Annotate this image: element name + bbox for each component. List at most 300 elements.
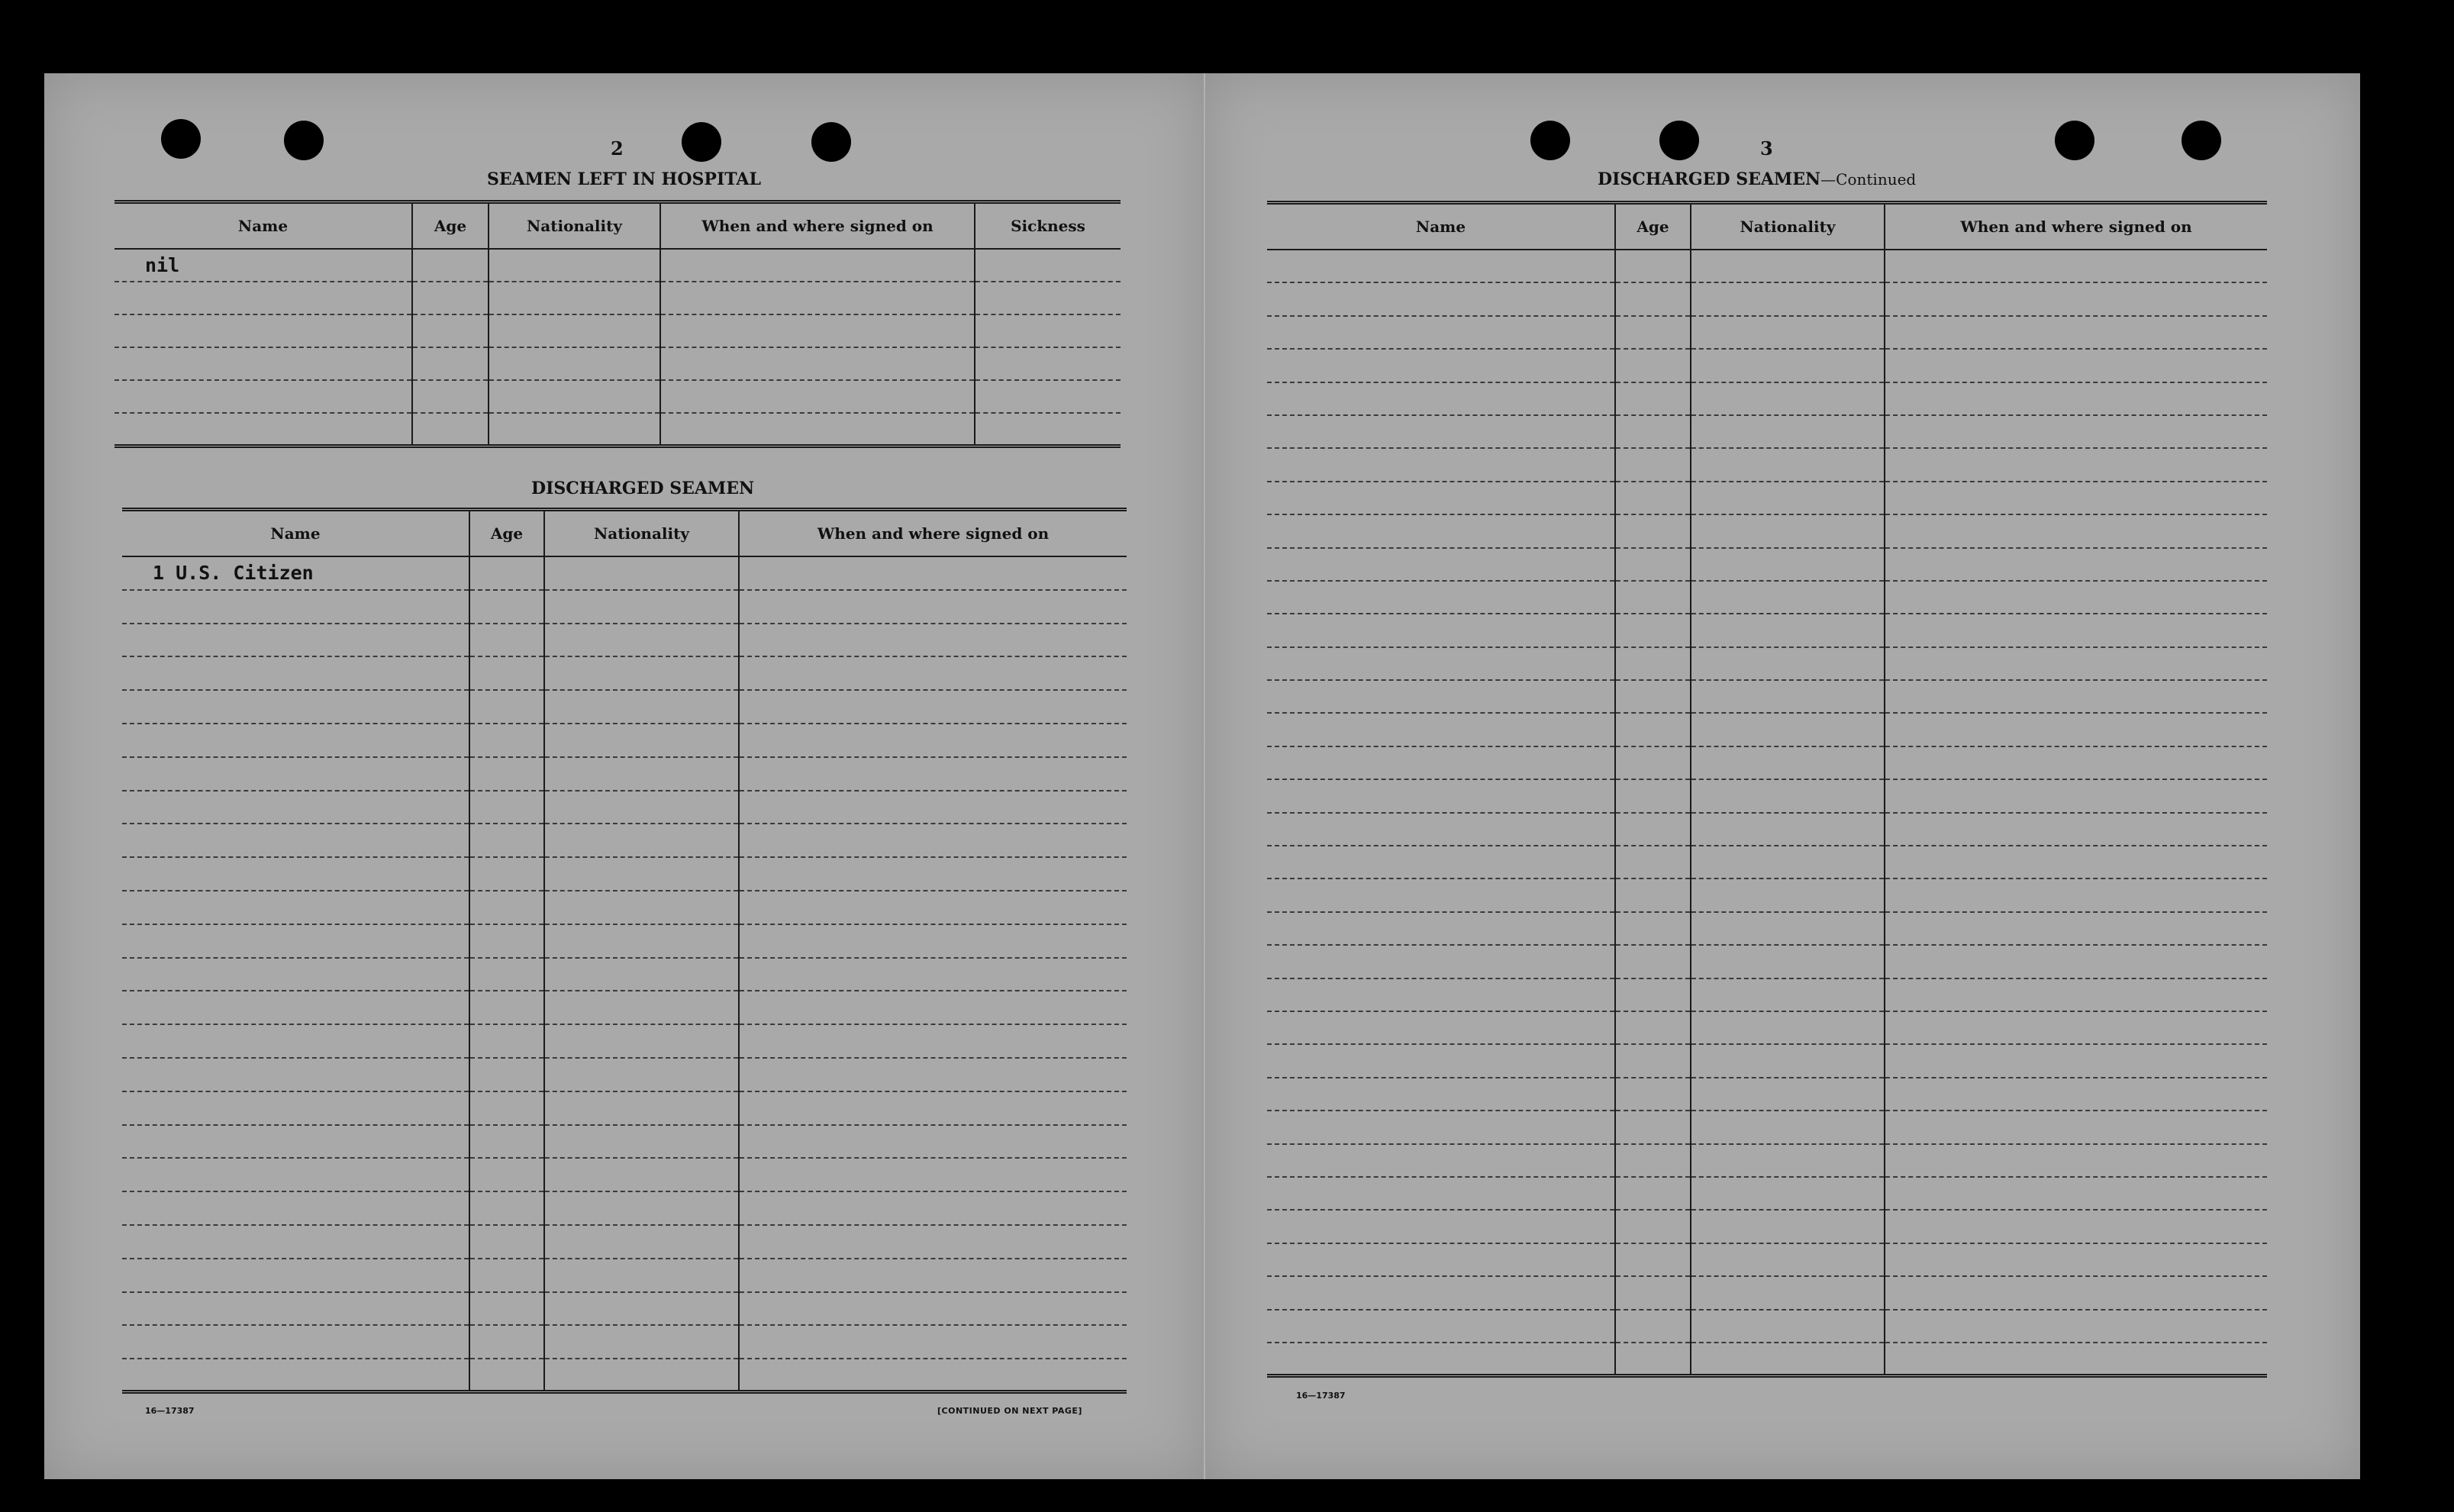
table-cell (1885, 1011, 2267, 1044)
table-cell (1885, 548, 2267, 581)
table-cell (739, 958, 1127, 991)
table-row (1267, 581, 2267, 614)
table-cell (1615, 581, 1691, 614)
table-row (1267, 647, 2267, 680)
table-cell (660, 380, 975, 413)
table-row (122, 791, 1127, 824)
table-cell (469, 1325, 544, 1359)
table-row (1267, 1210, 2267, 1243)
table-cell (1267, 912, 1615, 945)
table-cell (739, 1225, 1127, 1259)
table-cell (1885, 647, 2267, 680)
hospital-table (114, 200, 1121, 448)
table-cell (1885, 1078, 2267, 1111)
table-cell (544, 1325, 739, 1359)
table-cell (1691, 978, 1885, 1011)
table-cell (1691, 282, 1885, 315)
table-cell (544, 556, 739, 590)
column-header: Age (412, 202, 489, 250)
table-cell (544, 1225, 739, 1259)
table-row (122, 1158, 1127, 1191)
table-cell (739, 1158, 1127, 1191)
table-row (1267, 448, 2267, 481)
punch-hole-icon (2055, 121, 2094, 160)
table-row (1267, 1243, 2267, 1276)
table-cell (1615, 1078, 1691, 1111)
table-cell (122, 1191, 469, 1225)
table-row (1267, 813, 2267, 846)
table-cell (1885, 1210, 2267, 1243)
table-cell (544, 724, 739, 757)
table-cell (1615, 1144, 1691, 1177)
continued-note: [CONTINUED ON NEXT PAGE] (937, 1406, 1082, 1416)
table-cell (1615, 1011, 1691, 1044)
table-row (1267, 1078, 2267, 1111)
table-cell (1885, 482, 2267, 514)
table-cell (114, 347, 412, 380)
table-cell (739, 590, 1127, 624)
table-cell (1691, 1276, 1885, 1309)
punch-hole-icon (811, 122, 851, 162)
table-cell (544, 590, 739, 624)
table-cell (1267, 779, 1615, 812)
table-cell (1615, 1111, 1691, 1143)
table-cell (1615, 282, 1691, 315)
table-cell (1267, 1044, 1615, 1077)
table-cell (1691, 1078, 1885, 1111)
table-cell (1885, 349, 2267, 382)
table-cell (1615, 879, 1691, 911)
table-cell (1691, 746, 1885, 779)
table-row (1267, 1276, 2267, 1309)
table-cell (1267, 1011, 1615, 1044)
table-cell (739, 824, 1127, 857)
table-cell (1691, 349, 1885, 382)
table-cell (412, 282, 489, 314)
table-cell (1615, 813, 1691, 846)
table-cell (122, 791, 469, 824)
table-cell (1691, 713, 1885, 746)
table-cell (1885, 1177, 2267, 1210)
table-cell (412, 413, 489, 446)
table-cell (122, 656, 469, 690)
table-cell (1267, 879, 1615, 911)
table-row (114, 282, 1121, 314)
table-cell (469, 958, 544, 991)
table-cell (469, 1359, 544, 1392)
column-header: Nationality (1691, 203, 1885, 250)
table-cell (1615, 448, 1691, 481)
table-cell (1885, 1243, 2267, 1276)
table-cell (469, 656, 544, 690)
table-row (1267, 912, 2267, 945)
table-row (1267, 1310, 2267, 1343)
table-cell (469, 757, 544, 791)
table-row (1267, 1111, 2267, 1143)
table-cell (1267, 978, 1615, 1011)
table-cell (660, 413, 975, 446)
table-cell (469, 624, 544, 657)
table-row (1267, 680, 2267, 713)
table-row (122, 590, 1127, 624)
table-cell (1885, 746, 2267, 779)
table-row (122, 656, 1127, 690)
table-cell (739, 1091, 1127, 1125)
table-row (1267, 514, 2267, 547)
table-cell (469, 590, 544, 624)
section-title-text: DISCHARGED SEAMEN (1598, 169, 1821, 189)
table-cell (122, 1325, 469, 1359)
table-cell (469, 1125, 544, 1159)
table-cell (975, 380, 1121, 413)
table-cell (1615, 514, 1691, 547)
table-row (122, 556, 1127, 590)
table-cell (739, 556, 1127, 590)
page-number: 3 (1760, 137, 1773, 160)
column-header: Name (1267, 203, 1615, 250)
table-cell (544, 1292, 739, 1326)
table-cell (1615, 316, 1691, 349)
table-cell (1615, 1044, 1691, 1077)
table-cell (1885, 945, 2267, 978)
table-cell (1691, 879, 1885, 911)
column-header: Age (1615, 203, 1691, 250)
table-cell (1267, 1177, 1615, 1210)
table-row (1267, 1011, 2267, 1044)
table-cell (1267, 614, 1615, 646)
table-cell (122, 924, 469, 958)
table-cell (1615, 713, 1691, 746)
table-row (1267, 382, 2267, 415)
column-header: Name (122, 510, 469, 557)
table-cell (1615, 647, 1691, 680)
table-cell (1615, 382, 1691, 415)
table-cell (122, 1259, 469, 1292)
table-cell (1267, 945, 1615, 978)
table-row (1267, 282, 2267, 315)
table-cell (1615, 746, 1691, 779)
table-cell (1885, 1111, 2267, 1143)
table-row (1267, 978, 2267, 1011)
table-cell (412, 380, 489, 413)
table-cell (739, 1058, 1127, 1091)
table-cell (1691, 846, 1885, 879)
table-cell (122, 757, 469, 791)
table-cell (122, 958, 469, 991)
table-row (114, 347, 1121, 380)
discharged-continued-table (1267, 201, 2267, 1378)
table-cell (122, 1292, 469, 1326)
table-cell (1615, 349, 1691, 382)
section-title-suffix: —Continued (1820, 170, 1917, 189)
table-cell (1691, 1210, 1885, 1243)
table-cell (412, 249, 489, 282)
table-cell (122, 1158, 469, 1191)
table-row (1267, 250, 2267, 282)
table-cell (1615, 1276, 1691, 1309)
table-cell (1615, 482, 1691, 514)
table-row (122, 958, 1127, 991)
table-cell (489, 347, 660, 380)
table-cell (739, 1191, 1127, 1225)
table-cell (1885, 713, 2267, 746)
table-cell (469, 991, 544, 1024)
table-cell (1885, 779, 2267, 812)
form-number: 16—17387 (1296, 1391, 1346, 1401)
table-row (122, 1325, 1127, 1359)
table-cell (122, 991, 469, 1024)
table-cell (122, 891, 469, 924)
table-cell (1691, 1177, 1885, 1210)
table-cell (1885, 382, 2267, 415)
table-cell (544, 1058, 739, 1091)
table-cell (1691, 415, 1885, 448)
table-cell (739, 1125, 1127, 1159)
table-cell (544, 857, 739, 891)
table-cell (1615, 1343, 1691, 1375)
table-cell (469, 1259, 544, 1292)
table-row (122, 1058, 1127, 1091)
table-cell (1691, 482, 1885, 514)
table-cell (1267, 1243, 1615, 1276)
table-cell (1691, 514, 1885, 547)
table-cell (660, 314, 975, 347)
table-cell (1267, 415, 1615, 448)
table-cell (1267, 1078, 1615, 1111)
table-row (1267, 779, 2267, 812)
table-header-row (122, 510, 1127, 557)
table-cell (122, 690, 469, 724)
table-cell (739, 1024, 1127, 1058)
discharged-section-title: DISCHARGED SEAMEN (531, 479, 755, 498)
table-cell (469, 556, 544, 590)
column-header: When and where signed on (739, 510, 1127, 557)
table-cell (544, 1024, 739, 1058)
table-cell (1615, 1177, 1691, 1210)
table-cell (544, 1259, 739, 1292)
table-cell (1691, 1011, 1885, 1044)
table-row (122, 824, 1127, 857)
table-cell (1885, 1144, 2267, 1177)
table-cell (1691, 1044, 1885, 1077)
table-row (122, 1191, 1127, 1225)
table-cell (1691, 779, 1885, 812)
table-cell (1615, 846, 1691, 879)
table-cell (1885, 879, 2267, 911)
table-row (122, 891, 1127, 924)
table-row (122, 1292, 1127, 1326)
table-cell (1885, 680, 2267, 713)
table-cell (544, 624, 739, 657)
table-row (122, 757, 1127, 791)
table-cell (1267, 1111, 1615, 1143)
table-cell (1885, 813, 2267, 846)
table-cell (412, 314, 489, 347)
table-cell (975, 314, 1121, 347)
table-cell (1267, 647, 1615, 680)
table-cell (1885, 514, 2267, 547)
table-cell (1885, 282, 2267, 315)
table-cell (1267, 1144, 1615, 1177)
table-cell (122, 724, 469, 757)
table-cell (122, 1091, 469, 1125)
table-cell (1267, 482, 1615, 514)
table-cell (122, 1125, 469, 1159)
table-cell (1885, 846, 2267, 879)
table-row (1267, 1044, 2267, 1077)
table-cell (1615, 779, 1691, 812)
table-cell (489, 282, 660, 314)
table-row (122, 1125, 1127, 1159)
table-cell (1267, 1343, 1615, 1375)
table-cell (739, 1359, 1127, 1392)
table-cell (469, 1058, 544, 1091)
table-cell (1691, 680, 1885, 713)
table-row (114, 380, 1121, 413)
table-row (122, 1091, 1127, 1125)
column-header: Sickness (975, 202, 1121, 250)
table-cell (739, 791, 1127, 824)
table-cell (975, 282, 1121, 314)
table-cell (1691, 614, 1885, 646)
table-cell (1267, 1276, 1615, 1309)
table-cell (1615, 614, 1691, 646)
table-cell (739, 1292, 1127, 1326)
discharged-continued-section-title (1598, 169, 1916, 189)
table-row (1267, 548, 2267, 581)
table-row (1267, 1177, 2267, 1210)
table-row (114, 314, 1121, 347)
table-cell (1885, 581, 2267, 614)
table-cell (1267, 382, 1615, 415)
table-cell (660, 347, 975, 380)
table-cell (1615, 1310, 1691, 1343)
table-cell (1885, 614, 2267, 646)
table-cell (1615, 548, 1691, 581)
table-cell (544, 824, 739, 857)
table-row (122, 1359, 1127, 1392)
table-row (1267, 713, 2267, 746)
table-cell (1885, 1310, 2267, 1343)
table-cell (1267, 316, 1615, 349)
table-cell (1267, 250, 1615, 282)
table-cell (1691, 1243, 1885, 1276)
table-cell (1267, 548, 1615, 581)
discharged-table (122, 508, 1127, 1394)
table-cell (975, 249, 1121, 282)
table-cell (739, 1259, 1127, 1292)
table-cell (469, 724, 544, 757)
table-cell (1615, 912, 1691, 945)
table-cell (1267, 680, 1615, 713)
punch-hole-icon (284, 121, 324, 160)
table-cell (739, 924, 1127, 958)
table-cell (1267, 846, 1615, 879)
table-cell (122, 624, 469, 657)
table-cell (1885, 1276, 2267, 1309)
table-row (122, 690, 1127, 724)
table-cell (1885, 316, 2267, 349)
table-cell (1691, 912, 1885, 945)
table-cell (739, 991, 1127, 1024)
table-cell (489, 249, 660, 282)
table-cell (114, 413, 412, 446)
table-cell (1691, 1111, 1885, 1143)
table-cell (1615, 680, 1691, 713)
table-cell (1885, 1343, 2267, 1375)
table-cell (114, 380, 412, 413)
table-cell (739, 1325, 1127, 1359)
table-cell (469, 924, 544, 958)
table-row (122, 624, 1127, 657)
table-cell (489, 380, 660, 413)
table-cell (469, 1158, 544, 1191)
table-row (114, 249, 1121, 282)
table-cell (469, 1191, 544, 1225)
table-cell (544, 1125, 739, 1159)
table-cell (469, 1091, 544, 1125)
table-cell (1885, 448, 2267, 481)
table-cell (469, 791, 544, 824)
table-cell (1615, 415, 1691, 448)
table-cell (1885, 912, 2267, 945)
table-cell (544, 1359, 739, 1392)
table-cell (1267, 713, 1615, 746)
punch-hole-icon (1530, 121, 1570, 160)
table-cell (1885, 250, 2267, 282)
table-cell (739, 757, 1127, 791)
punch-hole-icon (161, 119, 201, 159)
table-cell (660, 282, 975, 314)
column-header: Age (469, 510, 544, 557)
table-row (122, 1024, 1127, 1058)
table-cell (122, 1225, 469, 1259)
table-cell (1615, 1210, 1691, 1243)
table-cell (975, 347, 1121, 380)
table-cell (122, 857, 469, 891)
column-header: When and where signed on (1885, 203, 2267, 250)
table-cell (1615, 1243, 1691, 1276)
table-row (122, 724, 1127, 757)
table-cell (469, 824, 544, 857)
hospital-section-title: SEAMEN LEFT IN HOSPITAL (487, 169, 761, 189)
page-number: 2 (611, 137, 624, 160)
table-cell: 1 U.S. Citizen (122, 556, 469, 590)
table-cell (1615, 250, 1691, 282)
table-cell (122, 824, 469, 857)
table-row (1267, 316, 2267, 349)
table-cell (1691, 382, 1885, 415)
table-cell (1691, 647, 1885, 680)
table-row (1267, 945, 2267, 978)
table-cell (544, 656, 739, 690)
table-cell (1691, 813, 1885, 846)
table-cell (544, 924, 739, 958)
table-cell (1885, 978, 2267, 1011)
table-cell: nil (114, 249, 412, 282)
table-cell (122, 1058, 469, 1091)
table-row (1267, 349, 2267, 382)
table-cell (1691, 316, 1885, 349)
table-cell (660, 249, 975, 282)
table-cell (739, 656, 1127, 690)
punch-hole-icon (1659, 121, 1699, 160)
table-cell (1267, 581, 1615, 614)
table-cell (544, 1091, 739, 1125)
table-cell (1615, 945, 1691, 978)
table-row (122, 857, 1127, 891)
table-cell (489, 413, 660, 446)
